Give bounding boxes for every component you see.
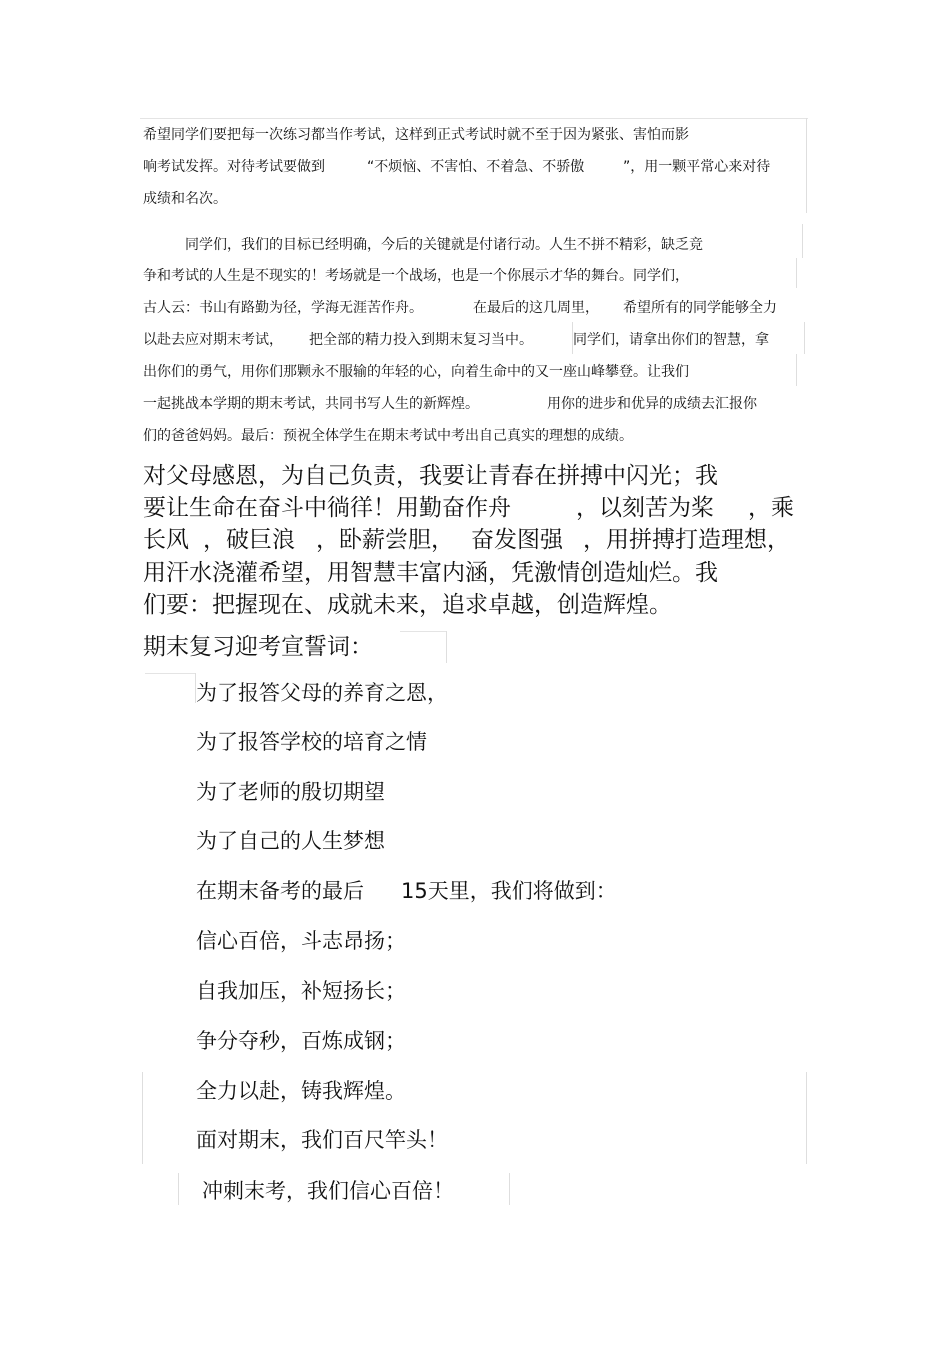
oath-line3: 为了老师的殷切期望 [196, 780, 385, 804]
para2-line7: 们的爸爸妈妈。最后：预祝全体学生在期末考试中考出自己真实的理想的成绩。 [143, 428, 633, 444]
oath-line6: 信心百倍，斗志昂扬； [196, 929, 406, 953]
para1-line2c: ”，用一颗平常心来对待 [623, 159, 771, 175]
oath-line1: 为了报答父母的养育之恩， [196, 681, 448, 705]
border-bottom-left [142, 1072, 143, 1164]
oath-line5a: 在期末备考的最后 [196, 879, 364, 903]
oath-line2: 为了报答学校的培育之情 [196, 730, 427, 754]
para2-line5: 出你们的勇气，用你们那颗永不服输的年轻的心，向着生命中的又一座山峰攀登。让我们 [143, 364, 689, 380]
para3-line3e: ，用拼搏打造理想， [583, 527, 790, 553]
oath-line8: 争分夺秒，百炼成钢； [196, 1029, 406, 1053]
para1-line3: 成绩和名次。 [143, 191, 227, 207]
para2-line6a: 一起挑战本学期的期末考试，共同书写人生的新辉煌。 [143, 396, 479, 412]
oath-line9: 全力以赴，铸我辉煌。 [196, 1079, 406, 1103]
border-title-right [446, 631, 447, 663]
border-right-3 [796, 258, 797, 288]
para3-line3b: ，破巨浪 [203, 527, 295, 553]
oath-line7: 自我加压，补短扬长； [196, 979, 406, 1003]
para1-line2b: “不烦恼、不害怕、不着急、不骄傲 [367, 159, 585, 175]
oath-line10: 面对期末，我们百尺竿头！ [196, 1128, 448, 1152]
para2-line2: 争和考试的人生是不现实的！考场就是一个战场，也是一个你展示才华的舞台。同学们， [143, 268, 689, 284]
oath-line5b: 15天里，我们将做到： [401, 879, 617, 903]
para2-line6b: 用你的进步和优异的成绩去汇报你 [547, 396, 757, 412]
border-right-2 [802, 224, 803, 258]
border-right-4 [804, 322, 805, 354]
border-right-5 [796, 354, 797, 386]
para2-line3a: 古人云：书山有路勤为径，学海无涯苦作舟。 [143, 300, 423, 316]
para2-line4a: 以赴去应对期末考试， [143, 332, 283, 348]
oath-line4: 为了自己的人生梦想 [196, 829, 385, 853]
para2-line1: 同学们，我们的目标已经明确，今后的关键就是付诸行动。人生不拼不精彩，缺乏竞 [185, 237, 703, 253]
para3-line4: 用汗水浇灌希望，用智慧丰富内涵，凭激情创造灿烂。我 [143, 560, 718, 586]
para3-line1: 对父母感恩，为自己负责，我要让青春在拼搏中闪光；我 [143, 463, 718, 489]
para1-line1: 希望同学们要把每一次练习都当作考试，这样到正式考试时就不至于因为紧张、害怕而影 [143, 127, 689, 143]
border-title-top [400, 631, 446, 632]
para3-line2c: ，乘 [748, 495, 794, 521]
para3-line2b: ，以刻苦为桨 [576, 495, 714, 521]
para3-line3d: 奋发图强 [471, 527, 563, 553]
border-bottom-right [806, 1072, 807, 1164]
para3-line3a: 长风 [143, 527, 189, 553]
border-top [140, 118, 808, 119]
border-last-left [178, 1173, 179, 1205]
para3-line2a: 要让生命在奋斗中徜徉！用勤奋作舟 [143, 495, 511, 521]
border-last-right [509, 1173, 510, 1205]
border-oath-top [145, 673, 195, 674]
para1-line2a: 响考试发挥。对待考试要做到 [143, 159, 325, 175]
para2-line4c: 同学们，请拿出你们的智慧，拿 [573, 332, 769, 348]
para3-line3c: ，卧薪尝胆， [316, 527, 454, 553]
border-right-1 [806, 118, 807, 213]
para3-line5: 们要：把握现在、成就未来，追求卓越，创造辉煌。 [143, 592, 672, 618]
oath-title: 期末复习迎考宣誓词： [143, 634, 373, 660]
para2-line3b: 在最后的这几周里， [473, 300, 599, 316]
oath-line11: 冲刺末考，我们信心百倍！ [202, 1179, 454, 1203]
para2-line4b: 把全部的精力投入到期末复习当中。 [309, 332, 533, 348]
para2-line3c: 希望所有的同学能够全力 [623, 300, 777, 316]
